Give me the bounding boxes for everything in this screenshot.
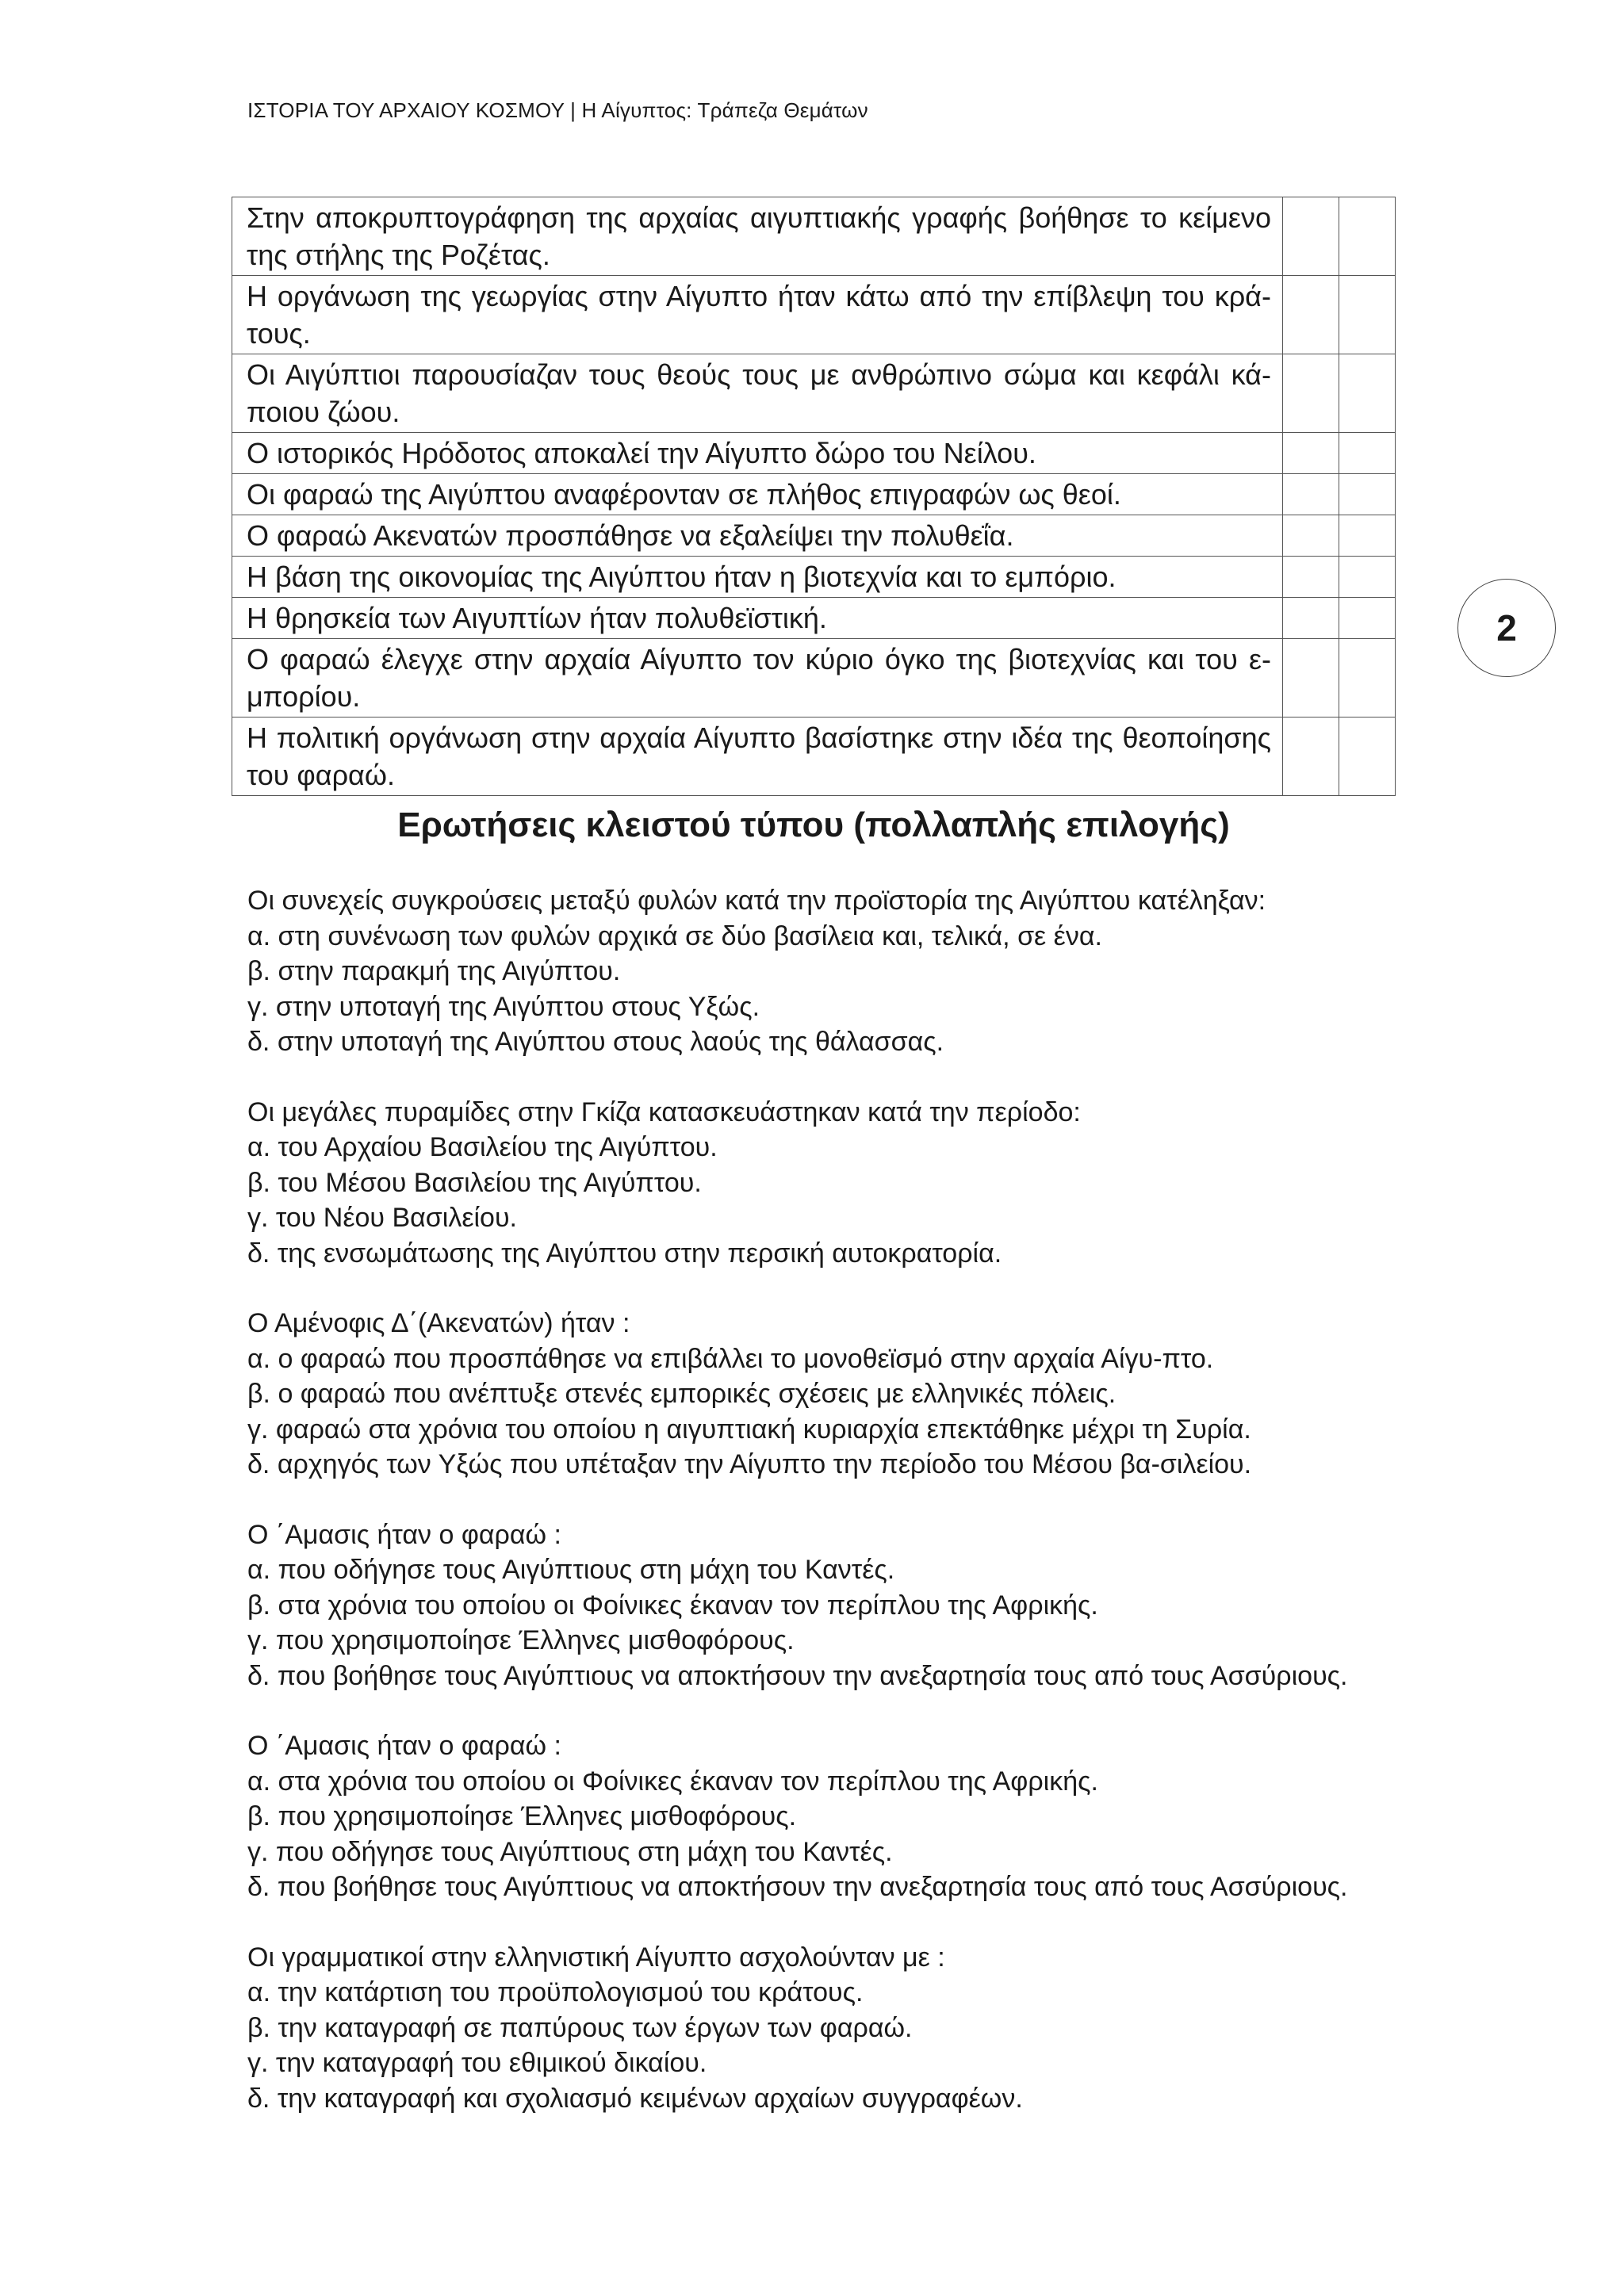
question-option[interactable]: δ. που βοήθησε τους Αιγύπτιους να αποκτήσουν την ανεξαρτησία τους από τους Ασσύριους. <box>247 1660 1348 1691</box>
statement-row <box>232 515 1396 557</box>
answer-cell-false[interactable] <box>1339 276 1396 354</box>
question-option[interactable]: β. την καταγραφή σε παπύρους των έργων των φαραώ. <box>247 2012 913 2043</box>
question-option[interactable]: δ. που βοήθησε τους Αιγύπτιους να αποκτήσουν την ανεξαρτησία τους από τους Ασσύριους. <box>247 1872 1348 1902</box>
question-option[interactable]: δ. της ενσωμάτωσης της Αιγύπτου στην περσική αυτοκρατορία. <box>247 1238 1002 1269</box>
statement-text: Ο ιστορικός Ηρόδοτος αποκαλεί την Αίγυπτο δώρο του Νείλου. <box>232 433 1283 474</box>
statement-text: Στην αποκρυπτογράφηση της αρχαίας αιγυπτιακής γραφής βοήθησε το κείμενο της στήλης της Ροζέτας. <box>232 197 1283 276</box>
question-block <box>247 1517 1389 1694</box>
answer-cell-false[interactable] <box>1339 474 1396 515</box>
question-option[interactable]: δ. στην υποταγή της Αιγύπτου στους λαούς της θάλασσας. <box>247 1027 944 1057</box>
question-block <box>247 883 1389 1060</box>
statement-row <box>232 598 1396 639</box>
question-option[interactable]: β. του Μέσου Βασιλείου της Αιγύπτου. <box>247 1167 702 1198</box>
statement-row <box>232 354 1396 433</box>
question-option[interactable]: α. που οδήγησε τους Αιγύπτιους στη μάχη του Καντές. <box>247 1555 895 1585</box>
question-option[interactable]: β. στα χρόνια του οποίου οι Φοίνικες έκαναν τον περίπλου της Αφρικής. <box>247 1590 1098 1621</box>
question-option[interactable]: α. ο φαραώ που προσπάθησε να επιβάλλει το μονοθεϊσμό στην αρχαία Αίγυ-πτο. <box>247 1343 1214 1374</box>
page-number-badge: 2 <box>1457 579 1556 677</box>
question-stem: Οι συνεχείς συγκρούσεις μεταξύ φυλών κατά την προϊστορία της Αιγύπτου κατέληξαν: <box>247 886 1266 916</box>
question-option[interactable]: γ. στην υποταγή της Αιγύπτου στους Υξώς. <box>247 991 760 1022</box>
answer-cell-true[interactable] <box>1283 276 1339 354</box>
question-stem: Οι γραμματικοί στην ελληνιστική Αίγυπτο ασχολούνταν με : <box>247 1942 945 1973</box>
answer-cell-true[interactable] <box>1283 474 1339 515</box>
statement-row <box>232 557 1396 598</box>
question-block <box>247 1940 1389 2117</box>
question-option[interactable]: α. στη συνένωση των φυλών αρχικά σε δύο βασίλεια και, τελικά, σε ένα. <box>247 920 1102 951</box>
statement-text: Οι φαραώ της Αιγύπτου αναφέρονταν σε πλήθος επιγραφών ως θεοί. <box>232 474 1283 515</box>
question-stem: Οι μεγάλες πυραμίδες στην Γκίζα κατασκευάστηκαν κατά την περίοδο: <box>247 1096 1081 1127</box>
answer-cell-false[interactable] <box>1339 557 1396 598</box>
question-option[interactable]: β. που χρησιμοποίησε Έλληνες μισθοφόρους. <box>247 1801 797 1831</box>
statement-row <box>232 718 1396 796</box>
statement-text: Η οργάνωση της γεωργίας στην Αίγυπτο ήταν κάτω από την επίβλεψη του κρά-τους. <box>232 276 1283 354</box>
statement-row <box>232 433 1396 474</box>
question-option[interactable]: γ. φαραώ στα χρόνια του οποίου η αιγυπτιακή κυριαρχία επεκτάθηκε μέχρι τη Συρία. <box>247 1414 1251 1445</box>
answer-cell-true[interactable] <box>1283 515 1339 557</box>
statement-row <box>232 197 1396 276</box>
true-false-table <box>232 197 1396 796</box>
answer-cell-true[interactable] <box>1283 639 1339 718</box>
question-option[interactable]: α. του Αρχαίου Βασιλείου της Αιγύπτου. <box>247 1132 718 1162</box>
question-stem: Ο ΄Αμασις ήταν ο φαραώ : <box>247 1519 561 1550</box>
statement-text: Ο φαραώ Ακενατών προσπάθησε να εξαλείψει την πολυθεΐα. <box>232 515 1283 557</box>
question-stem: Ο Αμένοφις Δ΄(Ακενατών) ήταν : <box>247 1308 630 1338</box>
question-block <box>247 1306 1389 1483</box>
statement-row <box>232 474 1396 515</box>
statement-text: Οι Αιγύπτιοι παρουσίαζαν τους θεούς τους με ανθρώπινο σώμα και κεφάλι κά-ποιου ζώου. <box>232 354 1283 433</box>
question-stem: Ο ΄Αμασις ήταν ο φαραώ : <box>247 1731 561 1761</box>
question-option[interactable]: α. την κατάρτιση του προϋπολογισμού του κράτους. <box>247 1977 864 2007</box>
question-option[interactable]: γ. που χρησιμοποίησε Έλληνες μισθοφόρους. <box>247 1625 795 1655</box>
statement-text: Η πολιτική οργάνωση στην αρχαία Αίγυπτο βασίστηκε στην ιδέα της θεοποίησης του φαραώ. <box>232 718 1283 796</box>
statement-row <box>232 276 1396 354</box>
answer-cell-true[interactable] <box>1283 598 1339 639</box>
question-option[interactable]: β. ο φαραώ που ανέπτυξε στενές εμπορικές σχέσεις με ελληνικές πόλεις. <box>247 1379 1116 1409</box>
page-header: ΙΣΤΟΡΙΑ ΤΟΥ ΑΡΧΑΙΟΥ ΚΟΣΜΟΥ | Η Αίγυπτος: Τράπεζα Θεμάτων <box>247 98 868 122</box>
answer-cell-false[interactable] <box>1339 718 1396 796</box>
answer-cell-false[interactable] <box>1339 354 1396 433</box>
statement-text: Η θρησκεία των Αιγυπτίων ήταν πολυθεϊστική. <box>232 598 1283 639</box>
question-option[interactable]: γ. την καταγραφή του εθιμικού δικαίου. <box>247 2048 707 2078</box>
answer-cell-false[interactable] <box>1339 197 1396 276</box>
answer-cell-false[interactable] <box>1339 433 1396 474</box>
statement-text: Η βάση της οικονομίας της Αιγύπτου ήταν η βιοτεχνία και το εμπόριο. <box>232 557 1283 598</box>
question-option[interactable]: δ. αρχηγός των Υξώς που υπέταξαν την Αίγυπτο την περίοδο του Μέσου βα-σιλείου. <box>247 1449 1252 1479</box>
question-option[interactable]: α. στα χρόνια του οποίου οι Φοίνικες έκαναν τον περίπλου της Αφρικής. <box>247 1766 1098 1797</box>
answer-cell-true[interactable] <box>1283 433 1339 474</box>
answer-cell-false[interactable] <box>1339 598 1396 639</box>
answer-cell-true[interactable] <box>1283 718 1339 796</box>
statement-row <box>232 639 1396 718</box>
answer-cell-false[interactable] <box>1339 639 1396 718</box>
question-option[interactable]: γ. που οδήγησε τους Αιγύπτιους στη μάχη του Καντές. <box>247 1836 893 1867</box>
answer-cell-true[interactable] <box>1283 557 1339 598</box>
section-title: Ερωτήσεις κλειστού τύπου (πολλαπλής επιλογής) <box>397 806 1230 844</box>
question-block <box>247 1728 1389 1905</box>
question-option[interactable]: δ. την καταγραφή και σχολιασμό κειμένων αρχαίων συγγραφέων. <box>247 2083 1023 2114</box>
multiple-choice-questions <box>247 883 1389 2151</box>
answer-cell-false[interactable] <box>1339 515 1396 557</box>
question-block <box>247 1095 1389 1272</box>
question-option[interactable]: γ. του Νέου Βασιλείου. <box>247 1203 517 1233</box>
question-option[interactable]: β. στην παρακμή της Αιγύπτου. <box>247 956 621 986</box>
answer-cell-true[interactable] <box>1283 354 1339 433</box>
statement-text: Ο φαραώ έλεγχε στην αρχαία Αίγυπτο τον κύριο όγκο της βιοτεχνίας και του ε-μπορίου. <box>232 639 1283 718</box>
answer-cell-true[interactable] <box>1283 197 1339 276</box>
